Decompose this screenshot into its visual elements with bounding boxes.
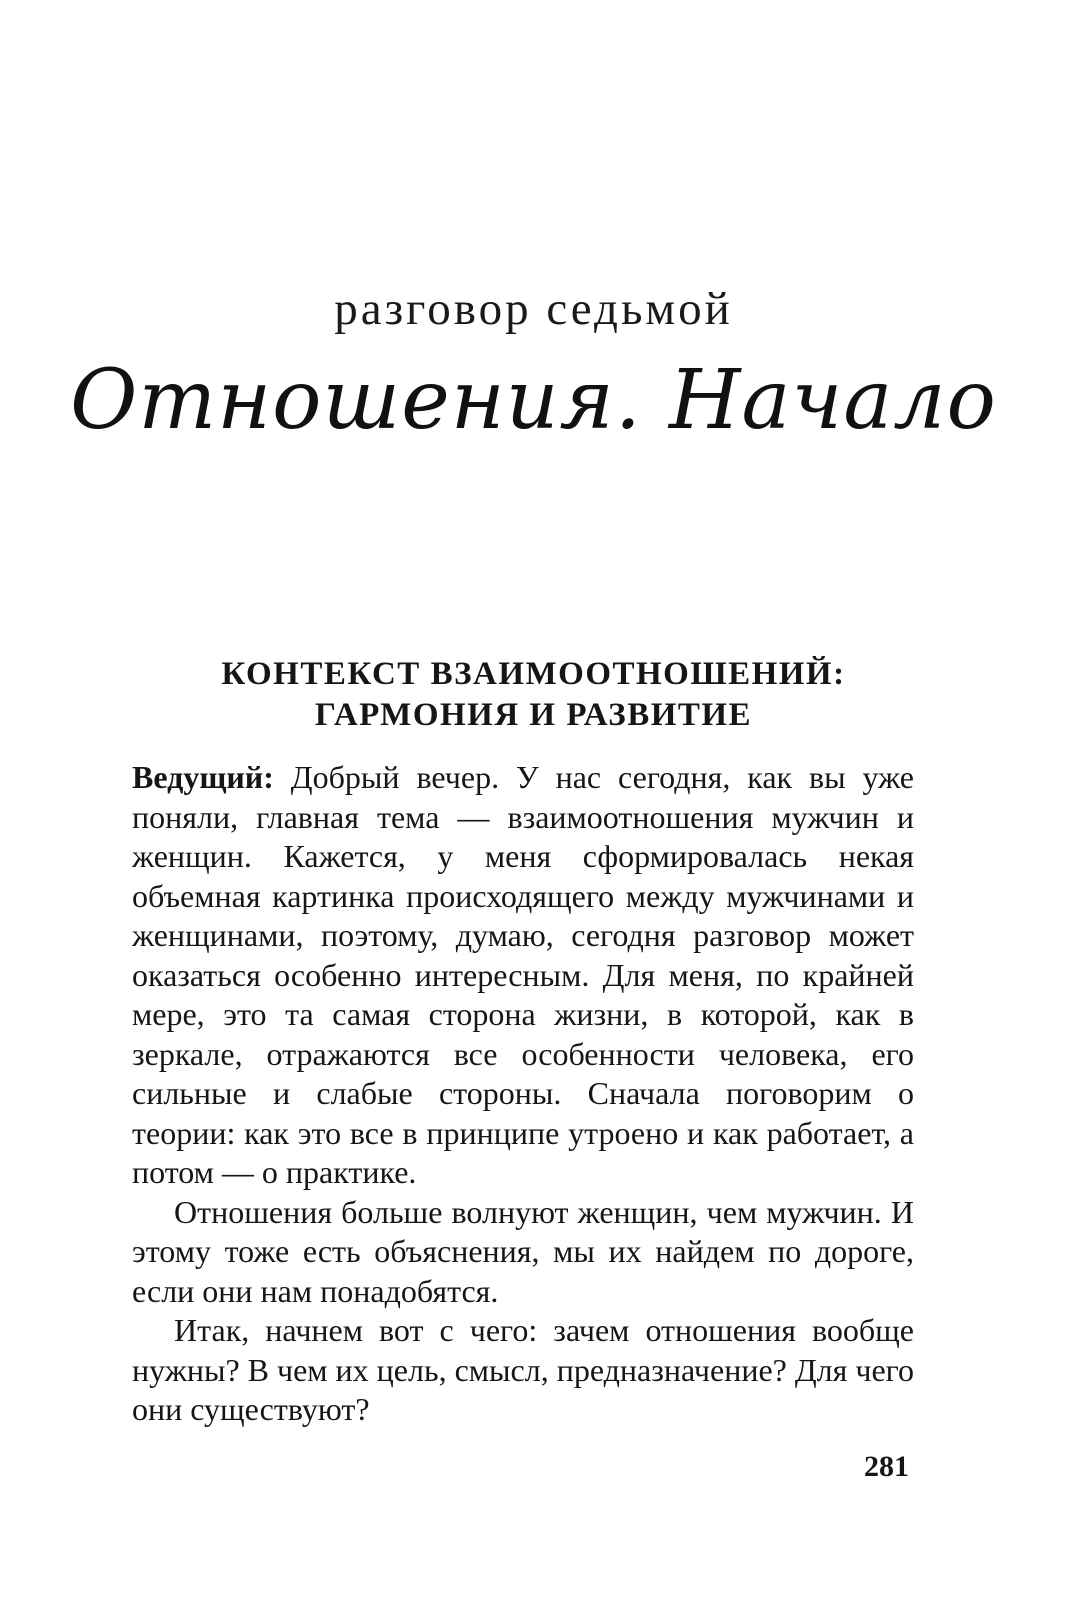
paragraph-3: Итак, начнем вот с чего: зачем отношения вообще нужны? В чем их цель, смысл, предназначение? Для чего они существуют? (132, 1312, 914, 1427)
page-number: 281 (864, 1450, 909, 1483)
speaker-label: Ведущий: (132, 759, 274, 795)
paragraph-1 (132, 758, 914, 1193)
section-heading (0, 654, 1067, 736)
section-heading-line-1: КОНТЕКСТ ВЗАИМООТНОШЕНИЙ: (221, 656, 846, 692)
chapter-title: Отношения. Начало (70, 353, 997, 448)
body-text (132, 758, 914, 1430)
chapter-subtitle: разговор седьмой (334, 283, 733, 335)
paragraph-2: Отношения больше волнуют женщин, чем мужчин. И этому тоже есть объяснения, мы их найдем по дороге, если они нам понадобятся. (132, 1193, 914, 1309)
paragraph-1-text: Добрый вечер. У нас сегодня, как вы уже поняли, главная тема — взаимоотношения мужчин и женщин. Кажется, у меня сформировалась некая объемная картинка происходящего между мужчинами и женщинами, поэтому, думаю, сегодня разговор может оказаться особенно интересным. Для меня, по крайней мере, это та самая сторона жизни, в которой, как в зеркале, отражаются все особенности человека, его сильные и слабые стороны. Сначала поговорим о теории: как это все в принципе утроено и как работает, а потом — о практике. (132, 759, 914, 1190)
section-heading-line-2: ГАРМОНИЯ И РАЗВИТИЕ (314, 697, 753, 733)
